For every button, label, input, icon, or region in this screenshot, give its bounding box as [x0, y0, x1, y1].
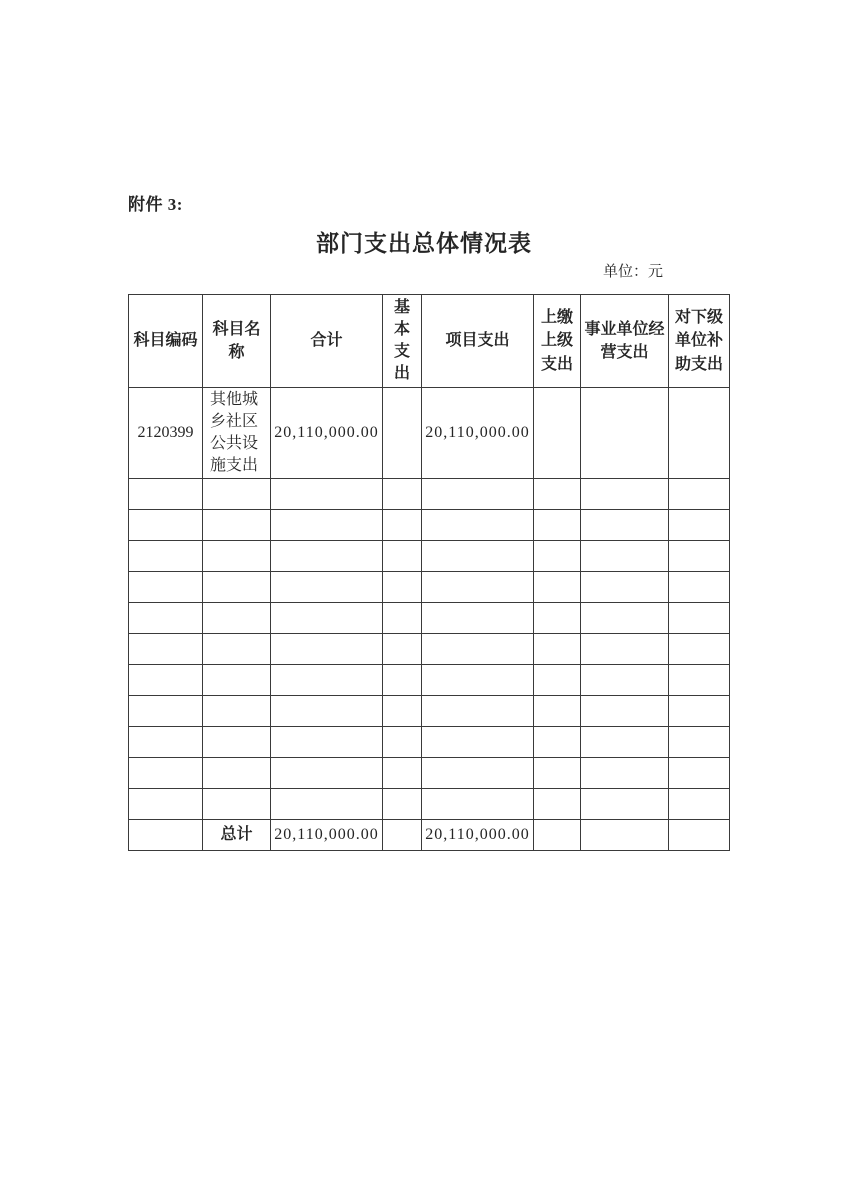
expenditure-summary-table	[128, 294, 730, 851]
cell-subsidy	[669, 634, 730, 665]
cell-basic	[383, 541, 422, 572]
cell-upper	[534, 789, 581, 820]
cell-total	[271, 510, 383, 541]
table-header-row	[129, 295, 730, 388]
cell-project: 20,110,000.00	[422, 388, 534, 479]
cell-name	[203, 789, 271, 820]
cell-basic	[383, 665, 422, 696]
cell-code	[129, 696, 203, 727]
column-header-basic	[383, 295, 422, 388]
column-header-name: 科目名称	[203, 295, 271, 388]
unit-label: 单位：元	[602, 264, 663, 280]
cell-code	[129, 789, 203, 820]
cell-basic	[383, 572, 422, 603]
cell-subsidy	[669, 572, 730, 603]
cell-upper	[534, 665, 581, 696]
cell-upper	[534, 541, 581, 572]
cell-operating	[581, 789, 669, 820]
cell-name	[203, 541, 271, 572]
cell-subsidy	[669, 789, 730, 820]
cell-code	[129, 541, 203, 572]
cell-code	[129, 572, 203, 603]
cell-project	[422, 572, 534, 603]
table-header	[129, 295, 730, 388]
cell-code	[129, 758, 203, 789]
cell-project	[422, 665, 534, 696]
page-title: 部门支出总体情况表	[316, 231, 532, 256]
cell-operating	[581, 696, 669, 727]
cell-basic	[383, 634, 422, 665]
cell-total: 20,110,000.00	[271, 388, 383, 479]
cell-basic	[383, 727, 422, 758]
table-row	[129, 388, 730, 479]
cell-basic	[383, 603, 422, 634]
cell-subsidy	[669, 696, 730, 727]
column-header-basic-label: 基本支出	[393, 298, 410, 383]
cell-operating	[581, 388, 669, 479]
cell-project: 20,110,000.00	[422, 820, 534, 851]
cell-code	[129, 634, 203, 665]
cell-basic	[383, 789, 422, 820]
cell-upper	[534, 388, 581, 479]
cell-operating	[581, 758, 669, 789]
table-row	[129, 634, 730, 665]
cell-name	[203, 665, 271, 696]
cell-operating	[581, 479, 669, 510]
cell-subsidy	[669, 727, 730, 758]
table-body	[129, 388, 730, 851]
column-header-total: 合计	[271, 295, 383, 388]
table-row	[129, 758, 730, 789]
table-row	[129, 479, 730, 510]
table-row	[129, 510, 730, 541]
cell-total	[271, 727, 383, 758]
total-row	[129, 820, 730, 851]
cell-subsidy	[669, 388, 730, 479]
cell-upper	[534, 727, 581, 758]
table-row	[129, 789, 730, 820]
cell-code	[129, 479, 203, 510]
cell-code	[129, 665, 203, 696]
cell-operating	[581, 665, 669, 696]
column-header-upper: 上缴上级支出	[534, 295, 581, 388]
attachment-label: 附件 3:	[128, 195, 183, 214]
table-row	[129, 541, 730, 572]
cell-operating	[581, 634, 669, 665]
cell-code: 2120399	[129, 388, 203, 479]
cell-subsidy	[669, 510, 730, 541]
cell-name	[203, 479, 271, 510]
column-header-code: 科目编码	[129, 295, 203, 388]
column-header-project: 项目支出	[422, 295, 534, 388]
cell-name	[203, 696, 271, 727]
cell-project	[422, 696, 534, 727]
cell-upper	[534, 634, 581, 665]
table-row	[129, 727, 730, 758]
cell-project	[422, 541, 534, 572]
table-row	[129, 665, 730, 696]
cell-total	[271, 634, 383, 665]
column-header-operating: 事业单位经营支出	[581, 295, 669, 388]
cell-total	[271, 479, 383, 510]
cell-operating	[581, 510, 669, 541]
cell-upper	[534, 572, 581, 603]
cell-operating	[581, 820, 669, 851]
cell-upper	[534, 510, 581, 541]
table-row	[129, 696, 730, 727]
cell-upper	[534, 820, 581, 851]
cell-subsidy	[669, 758, 730, 789]
cell-name	[203, 758, 271, 789]
cell-project	[422, 479, 534, 510]
cell-name: 其他城乡社区公共设施支出	[203, 388, 271, 479]
cell-basic	[383, 696, 422, 727]
cell-subsidy	[669, 665, 730, 696]
cell-project	[422, 510, 534, 541]
cell-total	[271, 758, 383, 789]
cell-basic	[383, 820, 422, 851]
cell-upper	[534, 603, 581, 634]
cell-name	[203, 634, 271, 665]
table-row	[129, 572, 730, 603]
column-header-subsidy: 对下级单位补助支出	[669, 295, 730, 388]
cell-project	[422, 634, 534, 665]
cell-subsidy	[669, 820, 730, 851]
cell-total	[271, 789, 383, 820]
cell-code	[129, 727, 203, 758]
cell-total	[271, 696, 383, 727]
cell-basic	[383, 479, 422, 510]
table-row	[129, 603, 730, 634]
cell-code	[129, 603, 203, 634]
cell-project	[422, 758, 534, 789]
cell-project	[422, 603, 534, 634]
cell-basic	[383, 510, 422, 541]
cell-name	[203, 727, 271, 758]
cell-code	[129, 820, 203, 851]
cell-project	[422, 789, 534, 820]
cell-name: 总计	[203, 820, 271, 851]
cell-total	[271, 572, 383, 603]
cell-operating	[581, 572, 669, 603]
cell-total	[271, 665, 383, 696]
cell-name	[203, 603, 271, 634]
cell-subsidy	[669, 479, 730, 510]
cell-code	[129, 510, 203, 541]
cell-basic	[383, 388, 422, 479]
cell-operating	[581, 727, 669, 758]
cell-total	[271, 541, 383, 572]
cell-operating	[581, 603, 669, 634]
cell-upper	[534, 696, 581, 727]
cell-operating	[581, 541, 669, 572]
cell-subsidy	[669, 541, 730, 572]
cell-upper	[534, 479, 581, 510]
cell-basic	[383, 758, 422, 789]
cell-project	[422, 727, 534, 758]
cell-total	[271, 603, 383, 634]
cell-name	[203, 510, 271, 541]
cell-total: 20,110,000.00	[271, 820, 383, 851]
cell-subsidy	[669, 603, 730, 634]
cell-name	[203, 572, 271, 603]
cell-upper	[534, 758, 581, 789]
